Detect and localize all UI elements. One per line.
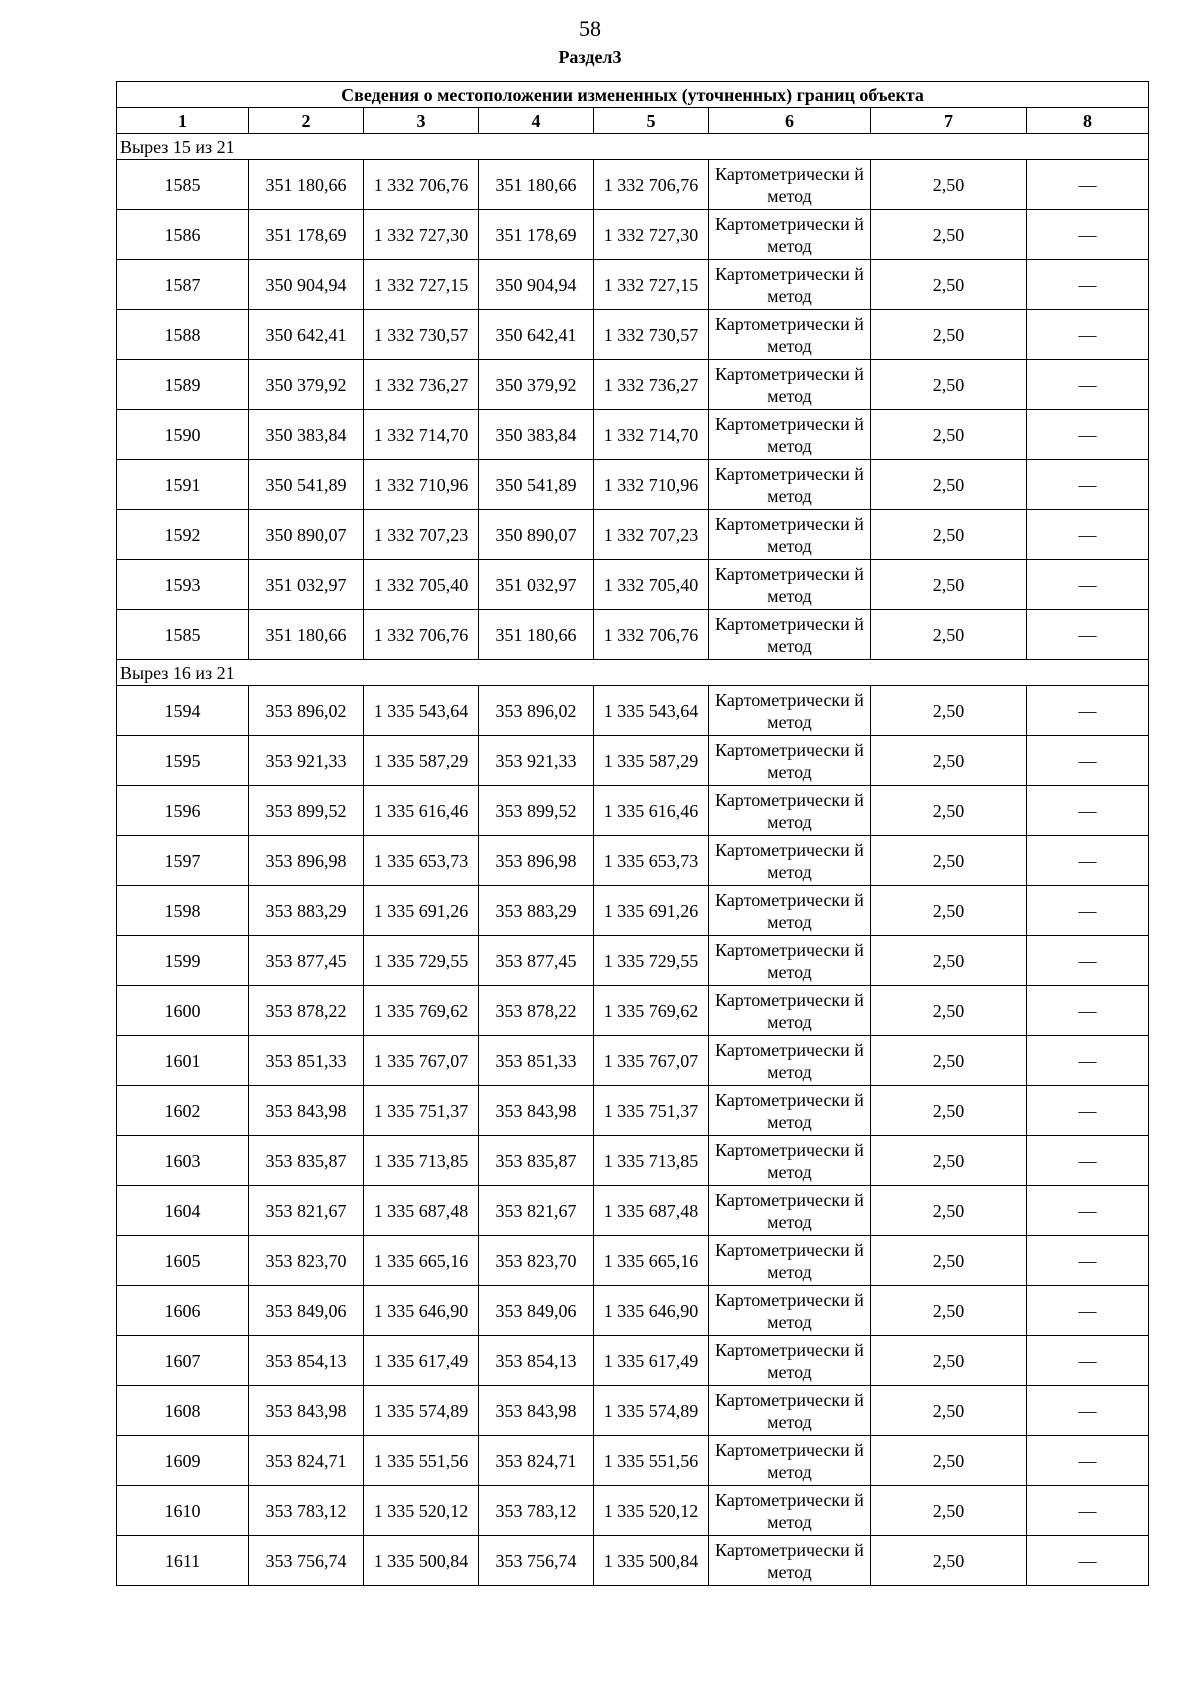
y-new-cell: 1 332 714,70: [594, 410, 709, 460]
table-row: [117, 1486, 1149, 1536]
x-existing-cell: 353 878,22: [249, 986, 364, 1036]
table-row: [117, 410, 1149, 460]
description-cell: —: [1027, 1286, 1149, 1336]
y-new-cell: 1 335 587,29: [594, 736, 709, 786]
table-row: [117, 936, 1149, 986]
y-existing-cell: 1 332 706,76: [364, 610, 479, 660]
description-cell: —: [1027, 1186, 1149, 1236]
method-cell: Картометрически й метод: [709, 1436, 871, 1486]
x-new-cell: 353 756,74: [479, 1536, 594, 1586]
method-cell: Картометрически й метод: [709, 1336, 871, 1386]
group-label: Вырез 16 из 21: [117, 660, 1149, 686]
accuracy-cell: 2,50: [871, 786, 1027, 836]
x-existing-cell: 353 821,67: [249, 1186, 364, 1236]
y-new-cell: 1 335 574,89: [594, 1386, 709, 1436]
method-cell: Картометрически й метод: [709, 560, 871, 610]
table-row: [117, 610, 1149, 660]
accuracy-cell: 2,50: [871, 460, 1027, 510]
y-new-cell: 1 335 616,46: [594, 786, 709, 836]
point-number-cell: 1601: [117, 1036, 249, 1086]
method-cell: Картометрически й метод: [709, 610, 871, 660]
accuracy-cell: 2,50: [871, 610, 1027, 660]
method-cell: Картометрически й метод: [709, 260, 871, 310]
point-number-cell: 1596: [117, 786, 249, 836]
description-cell: —: [1027, 1386, 1149, 1436]
x-new-cell: 353 883,29: [479, 886, 594, 936]
y-new-cell: 1 335 767,07: [594, 1036, 709, 1086]
x-existing-cell: 350 642,41: [249, 310, 364, 360]
x-new-cell: 353 843,98: [479, 1386, 594, 1436]
method-cell: Картометрически й метод: [709, 886, 871, 936]
method-cell: Картометрически й метод: [709, 1186, 871, 1236]
point-number-cell: 1588: [117, 310, 249, 360]
accuracy-cell: 2,50: [871, 986, 1027, 1036]
description-cell: —: [1027, 936, 1149, 986]
accuracy-cell: 2,50: [871, 1386, 1027, 1436]
accuracy-cell: 2,50: [871, 1536, 1027, 1586]
point-number-cell: 1606: [117, 1286, 249, 1336]
y-existing-cell: 1 332 706,76: [364, 160, 479, 210]
y-new-cell: 1 335 687,48: [594, 1186, 709, 1236]
accuracy-cell: 2,50: [871, 560, 1027, 610]
x-existing-cell: 353 823,70: [249, 1236, 364, 1286]
description-cell: —: [1027, 210, 1149, 260]
accuracy-cell: 2,50: [871, 360, 1027, 410]
x-existing-cell: 351 180,66: [249, 160, 364, 210]
point-number-cell: 1585: [117, 160, 249, 210]
x-existing-cell: 350 379,92: [249, 360, 364, 410]
table-row: [117, 510, 1149, 560]
method-cell: Картометрически й метод: [709, 360, 871, 410]
x-new-cell: 351 032,97: [479, 560, 594, 610]
x-existing-cell: 353 783,12: [249, 1486, 364, 1536]
point-number-cell: 1586: [117, 210, 249, 260]
x-existing-cell: 353 899,52: [249, 786, 364, 836]
table-row: [117, 1286, 1149, 1336]
x-existing-cell: 351 178,69: [249, 210, 364, 260]
method-cell: Картометрически й метод: [709, 510, 871, 560]
point-number-cell: 1590: [117, 410, 249, 460]
x-existing-cell: 350 541,89: [249, 460, 364, 510]
column-number: 1: [117, 108, 249, 134]
x-new-cell: 353 896,98: [479, 836, 594, 886]
y-new-cell: 1 332 707,23: [594, 510, 709, 560]
x-new-cell: 351 180,66: [479, 610, 594, 660]
y-new-cell: 1 332 710,96: [594, 460, 709, 510]
method-cell: Картометрически й метод: [709, 686, 871, 736]
accuracy-cell: 2,50: [871, 1186, 1027, 1236]
accuracy-cell: 2,50: [871, 736, 1027, 786]
accuracy-cell: 2,50: [871, 210, 1027, 260]
x-existing-cell: 353 843,98: [249, 1086, 364, 1136]
description-cell: —: [1027, 786, 1149, 836]
y-new-cell: 1 332 706,76: [594, 610, 709, 660]
table-row: [117, 560, 1149, 610]
description-cell: —: [1027, 736, 1149, 786]
accuracy-cell: 2,50: [871, 1486, 1027, 1536]
description-cell: —: [1027, 1336, 1149, 1386]
description-cell: —: [1027, 836, 1149, 886]
point-number-cell: 1602: [117, 1086, 249, 1136]
point-number-cell: 1595: [117, 736, 249, 786]
x-new-cell: 353 849,06: [479, 1286, 594, 1336]
y-existing-cell: 1 332 705,40: [364, 560, 479, 610]
y-new-cell: 1 335 729,55: [594, 936, 709, 986]
y-new-cell: 1 332 727,15: [594, 260, 709, 310]
y-existing-cell: 1 335 729,55: [364, 936, 479, 986]
y-existing-cell: 1 332 727,15: [364, 260, 479, 310]
point-number-cell: 1594: [117, 686, 249, 736]
boundary-coordinates-table: [116, 81, 1149, 1586]
y-new-cell: 1 335 751,37: [594, 1086, 709, 1136]
y-new-cell: 1 335 769,62: [594, 986, 709, 1036]
y-existing-cell: 1 335 769,62: [364, 986, 479, 1036]
y-existing-cell: 1 335 551,56: [364, 1436, 479, 1486]
y-new-cell: 1 332 706,76: [594, 160, 709, 210]
x-existing-cell: 353 849,06: [249, 1286, 364, 1336]
y-existing-cell: 1 332 714,70: [364, 410, 479, 460]
description-cell: —: [1027, 1036, 1149, 1086]
y-new-cell: 1 335 543,64: [594, 686, 709, 736]
column-number: 2: [249, 108, 364, 134]
y-new-cell: 1 335 617,49: [594, 1336, 709, 1386]
description-cell: —: [1027, 986, 1149, 1036]
method-cell: Картометрически й метод: [709, 1036, 871, 1086]
y-existing-cell: 1 335 587,29: [364, 736, 479, 786]
table-row: [117, 986, 1149, 1036]
description-cell: —: [1027, 1486, 1149, 1536]
point-number-cell: 1600: [117, 986, 249, 1036]
point-number-cell: 1599: [117, 936, 249, 986]
method-cell: Картометрически й метод: [709, 160, 871, 210]
x-existing-cell: 353 756,74: [249, 1536, 364, 1586]
method-cell: Картометрически й метод: [709, 410, 871, 460]
x-new-cell: 353 843,98: [479, 1086, 594, 1136]
point-number-cell: 1587: [117, 260, 249, 310]
y-new-cell: 1 335 691,26: [594, 886, 709, 936]
y-existing-cell: 1 335 751,37: [364, 1086, 479, 1136]
table-row: [117, 886, 1149, 936]
description-cell: —: [1027, 560, 1149, 610]
point-number-cell: 1605: [117, 1236, 249, 1286]
description-cell: —: [1027, 160, 1149, 210]
table-row: [117, 460, 1149, 510]
method-cell: Картометрически й метод: [709, 1286, 871, 1336]
y-existing-cell: 1 332 710,96: [364, 460, 479, 510]
accuracy-cell: 2,50: [871, 410, 1027, 460]
x-existing-cell: 353 843,98: [249, 1386, 364, 1436]
table-row: [117, 1236, 1149, 1286]
accuracy-cell: 2,50: [871, 1236, 1027, 1286]
description-cell: —: [1027, 686, 1149, 736]
page-number: 58: [579, 16, 601, 41]
x-new-cell: 353 824,71: [479, 1436, 594, 1486]
table-row: [117, 1036, 1149, 1086]
point-number-cell: 1589: [117, 360, 249, 410]
group-label: Вырез 15 из 21: [117, 134, 1149, 160]
point-number-cell: 1598: [117, 886, 249, 936]
y-existing-cell: 1 335 653,73: [364, 836, 479, 886]
description-cell: —: [1027, 460, 1149, 510]
accuracy-cell: 2,50: [871, 1436, 1027, 1486]
method-cell: Картометрически й метод: [709, 210, 871, 260]
accuracy-cell: 2,50: [871, 310, 1027, 360]
x-existing-cell: 353 896,98: [249, 836, 364, 886]
point-number-cell: 1597: [117, 836, 249, 886]
table-row: [117, 1386, 1149, 1436]
x-new-cell: 353 854,13: [479, 1336, 594, 1386]
table-row: [117, 836, 1149, 886]
point-number-cell: 1591: [117, 460, 249, 510]
method-cell: Картометрически й метод: [709, 460, 871, 510]
y-existing-cell: 1 335 616,46: [364, 786, 479, 836]
description-cell: —: [1027, 1136, 1149, 1186]
accuracy-cell: 2,50: [871, 1286, 1027, 1336]
method-cell: Картометрически й метод: [709, 1486, 871, 1536]
x-new-cell: 353 899,52: [479, 786, 594, 836]
point-number-cell: 1604: [117, 1186, 249, 1236]
x-existing-cell: 350 383,84: [249, 410, 364, 460]
description-cell: —: [1027, 360, 1149, 410]
method-cell: Картометрически й метод: [709, 1086, 871, 1136]
accuracy-cell: 2,50: [871, 1136, 1027, 1186]
point-number-cell: 1593: [117, 560, 249, 610]
table-body: [117, 134, 1149, 1586]
table-row: [117, 310, 1149, 360]
y-new-cell: 1 335 713,85: [594, 1136, 709, 1186]
accuracy-cell: 2,50: [871, 936, 1027, 986]
x-new-cell: 353 851,33: [479, 1036, 594, 1086]
point-number-cell: 1592: [117, 510, 249, 560]
x-existing-cell: 350 890,07: [249, 510, 364, 560]
description-cell: —: [1027, 510, 1149, 560]
x-new-cell: 351 180,66: [479, 160, 594, 210]
y-existing-cell: 1 335 713,85: [364, 1136, 479, 1186]
method-cell: Картометрически й метод: [709, 786, 871, 836]
x-new-cell: 350 379,92: [479, 360, 594, 410]
description-cell: —: [1027, 410, 1149, 460]
table-row: [117, 1086, 1149, 1136]
x-new-cell: 350 890,07: [479, 510, 594, 560]
column-numbers-row: [117, 108, 1149, 134]
x-existing-cell: 353 854,13: [249, 1336, 364, 1386]
method-cell: Картометрически й метод: [709, 986, 871, 1036]
accuracy-cell: 2,50: [871, 836, 1027, 886]
table-row: [117, 360, 1149, 410]
x-new-cell: 353 896,02: [479, 686, 594, 736]
y-new-cell: 1 335 551,56: [594, 1436, 709, 1486]
x-existing-cell: 353 877,45: [249, 936, 364, 986]
table-row: [117, 1336, 1149, 1386]
method-cell: Картометрически й метод: [709, 936, 871, 986]
y-new-cell: 1 335 500,84: [594, 1536, 709, 1586]
x-new-cell: 353 921,33: [479, 736, 594, 786]
table-caption: Сведения о местоположении измененных (уточненных) границ объекта: [117, 82, 1149, 108]
x-existing-cell: 353 851,33: [249, 1036, 364, 1086]
x-existing-cell: 353 824,71: [249, 1436, 364, 1486]
y-existing-cell: 1 332 707,23: [364, 510, 479, 560]
x-existing-cell: 351 032,97: [249, 560, 364, 610]
x-new-cell: 353 878,22: [479, 986, 594, 1036]
y-new-cell: 1 332 705,40: [594, 560, 709, 610]
x-existing-cell: 353 896,02: [249, 686, 364, 736]
point-number-cell: 1609: [117, 1436, 249, 1486]
point-number-cell: 1585: [117, 610, 249, 660]
table-row: [117, 260, 1149, 310]
description-cell: —: [1027, 886, 1149, 936]
x-existing-cell: 353 835,87: [249, 1136, 364, 1186]
y-existing-cell: 1 335 574,89: [364, 1386, 479, 1436]
point-number-cell: 1611: [117, 1536, 249, 1586]
y-new-cell: 1 332 736,27: [594, 360, 709, 410]
x-new-cell: 350 541,89: [479, 460, 594, 510]
method-cell: Картометрически й метод: [709, 1136, 871, 1186]
y-existing-cell: 1 335 691,26: [364, 886, 479, 936]
x-new-cell: 353 821,67: [479, 1186, 594, 1236]
x-existing-cell: 351 180,66: [249, 610, 364, 660]
accuracy-cell: 2,50: [871, 1336, 1027, 1386]
y-new-cell: 1 335 520,12: [594, 1486, 709, 1536]
accuracy-cell: 2,50: [871, 510, 1027, 560]
method-cell: Картометрически й метод: [709, 836, 871, 886]
description-cell: —: [1027, 610, 1149, 660]
x-new-cell: 351 178,69: [479, 210, 594, 260]
x-new-cell: 353 877,45: [479, 936, 594, 986]
method-cell: Картометрически й метод: [709, 310, 871, 360]
y-existing-cell: 1 335 665,16: [364, 1236, 479, 1286]
method-cell: Картометрически й метод: [709, 1386, 871, 1436]
x-existing-cell: 353 883,29: [249, 886, 364, 936]
y-existing-cell: 1 335 617,49: [364, 1336, 479, 1386]
column-number: 7: [871, 108, 1027, 134]
method-cell: Картометрически й метод: [709, 736, 871, 786]
x-existing-cell: 350 904,94: [249, 260, 364, 310]
x-new-cell: 353 835,87: [479, 1136, 594, 1186]
column-number: 6: [709, 108, 871, 134]
y-existing-cell: 1 335 767,07: [364, 1036, 479, 1086]
x-existing-cell: 353 921,33: [249, 736, 364, 786]
column-number: 5: [594, 108, 709, 134]
y-existing-cell: 1 332 736,27: [364, 360, 479, 410]
accuracy-cell: 2,50: [871, 686, 1027, 736]
table-row: [117, 160, 1149, 210]
point-number-cell: 1607: [117, 1336, 249, 1386]
x-new-cell: 353 783,12: [479, 1486, 594, 1536]
y-existing-cell: 1 335 520,12: [364, 1486, 479, 1536]
table-row: [117, 1536, 1149, 1586]
point-number-cell: 1608: [117, 1386, 249, 1436]
table-row: [117, 686, 1149, 736]
point-number-cell: 1610: [117, 1486, 249, 1536]
table-row: [117, 1436, 1149, 1486]
x-new-cell: 350 383,84: [479, 410, 594, 460]
description-cell: —: [1027, 310, 1149, 360]
table-row: [117, 786, 1149, 836]
y-existing-cell: 1 335 646,90: [364, 1286, 479, 1336]
y-new-cell: 1 332 727,30: [594, 210, 709, 260]
description-cell: —: [1027, 1436, 1149, 1486]
y-new-cell: 1 335 653,73: [594, 836, 709, 886]
point-number-cell: 1603: [117, 1136, 249, 1186]
accuracy-cell: 2,50: [871, 1036, 1027, 1086]
x-new-cell: 350 642,41: [479, 310, 594, 360]
x-new-cell: 353 823,70: [479, 1236, 594, 1286]
method-cell: Картометрически й метод: [709, 1536, 871, 1586]
table-row: [117, 1136, 1149, 1186]
x-new-cell: 350 904,94: [479, 260, 594, 310]
y-existing-cell: 1 335 687,48: [364, 1186, 479, 1236]
table-row: [117, 1186, 1149, 1236]
method-cell: Картометрически й метод: [709, 1236, 871, 1286]
column-number: 4: [479, 108, 594, 134]
table-row: [117, 736, 1149, 786]
y-new-cell: 1 335 665,16: [594, 1236, 709, 1286]
y-new-cell: 1 332 730,57: [594, 310, 709, 360]
table-row: [117, 210, 1149, 260]
accuracy-cell: 2,50: [871, 1086, 1027, 1136]
description-cell: —: [1027, 260, 1149, 310]
column-number: 3: [364, 108, 479, 134]
y-existing-cell: 1 335 500,84: [364, 1536, 479, 1586]
description-cell: —: [1027, 1536, 1149, 1586]
accuracy-cell: 2,50: [871, 260, 1027, 310]
accuracy-cell: 2,50: [871, 886, 1027, 936]
column-number: 8: [1027, 108, 1149, 134]
description-cell: —: [1027, 1236, 1149, 1286]
y-existing-cell: 1 332 730,57: [364, 310, 479, 360]
y-existing-cell: 1 335 543,64: [364, 686, 479, 736]
y-new-cell: 1 335 646,90: [594, 1286, 709, 1336]
section-title: Раздел3: [558, 47, 622, 67]
y-existing-cell: 1 332 727,30: [364, 210, 479, 260]
accuracy-cell: 2,50: [871, 160, 1027, 210]
description-cell: —: [1027, 1086, 1149, 1136]
